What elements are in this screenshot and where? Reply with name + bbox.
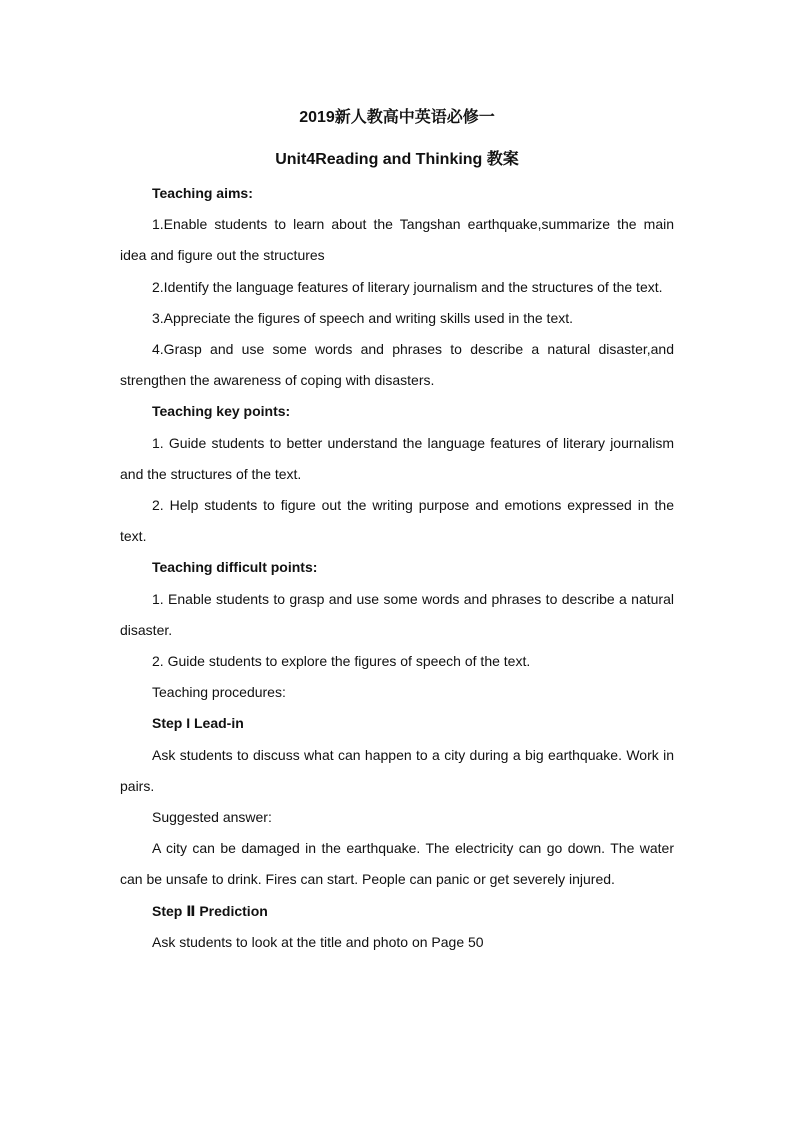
step2-text: Ask students to look at the title and photo on Page 50 [152,933,484,950]
teaching-aims-heading: Teaching aims: [152,185,253,201]
document-subtitle: Unit4Reading and Thinking 教案 [275,151,519,168]
aim-item-1: 1.Enable students to learn about the Tangshan earthquake,summarize the main idea and figure out the structures [120,216,674,264]
difficult-points-heading: Teaching difficult points: [152,559,318,576]
aim-item-3: 3.Appreciate the figures of speech and writing skills used in the text. [152,309,574,326]
document-body [120,178,674,958]
key-point-item-1: 1. Guide students to better understand the language features of literary journalism and the structures of the text. [120,434,674,482]
step2-heading: Step Ⅱ Prediction [152,902,268,919]
key-points-heading: Teaching key points: [152,403,291,420]
difficult-point-item-2: 2. Guide students to explore the figures of speech of the text. [152,653,531,670]
difficult-point-item-1: 1. Enable students to grasp and use some words and phrases to describe a natural disaster. [120,590,674,638]
procedures-label: Teaching procedures: [152,684,286,701]
suggested-answer-text: A city can be damaged in the earthquake. The electricity can go down. The water can be unsafe to drink. Fires can start. People can panic or get severely injured. [120,840,674,888]
aim-item-4: 4.Grasp and use some words and phrases to describe a natural disaster,and strengthen the awareness of coping with disasters. [120,341,674,389]
suggested-answer-label: Suggested answer: [152,809,272,826]
aim-item-2: 2.Identify the language features of literary journalism and the structures of the text. [152,278,663,295]
step1-heading: Step I Lead-in [152,715,244,732]
document-page [120,100,674,958]
key-point-item-2: 2. Help students to figure out the writing purpose and emotions expressed in the text. [120,497,674,545]
document-title: 2019新人教高中英语必修一 [299,109,495,126]
step1-text: Ask students to discuss what can happen to a city during a big earthquake. Work in pairs. [120,746,674,794]
